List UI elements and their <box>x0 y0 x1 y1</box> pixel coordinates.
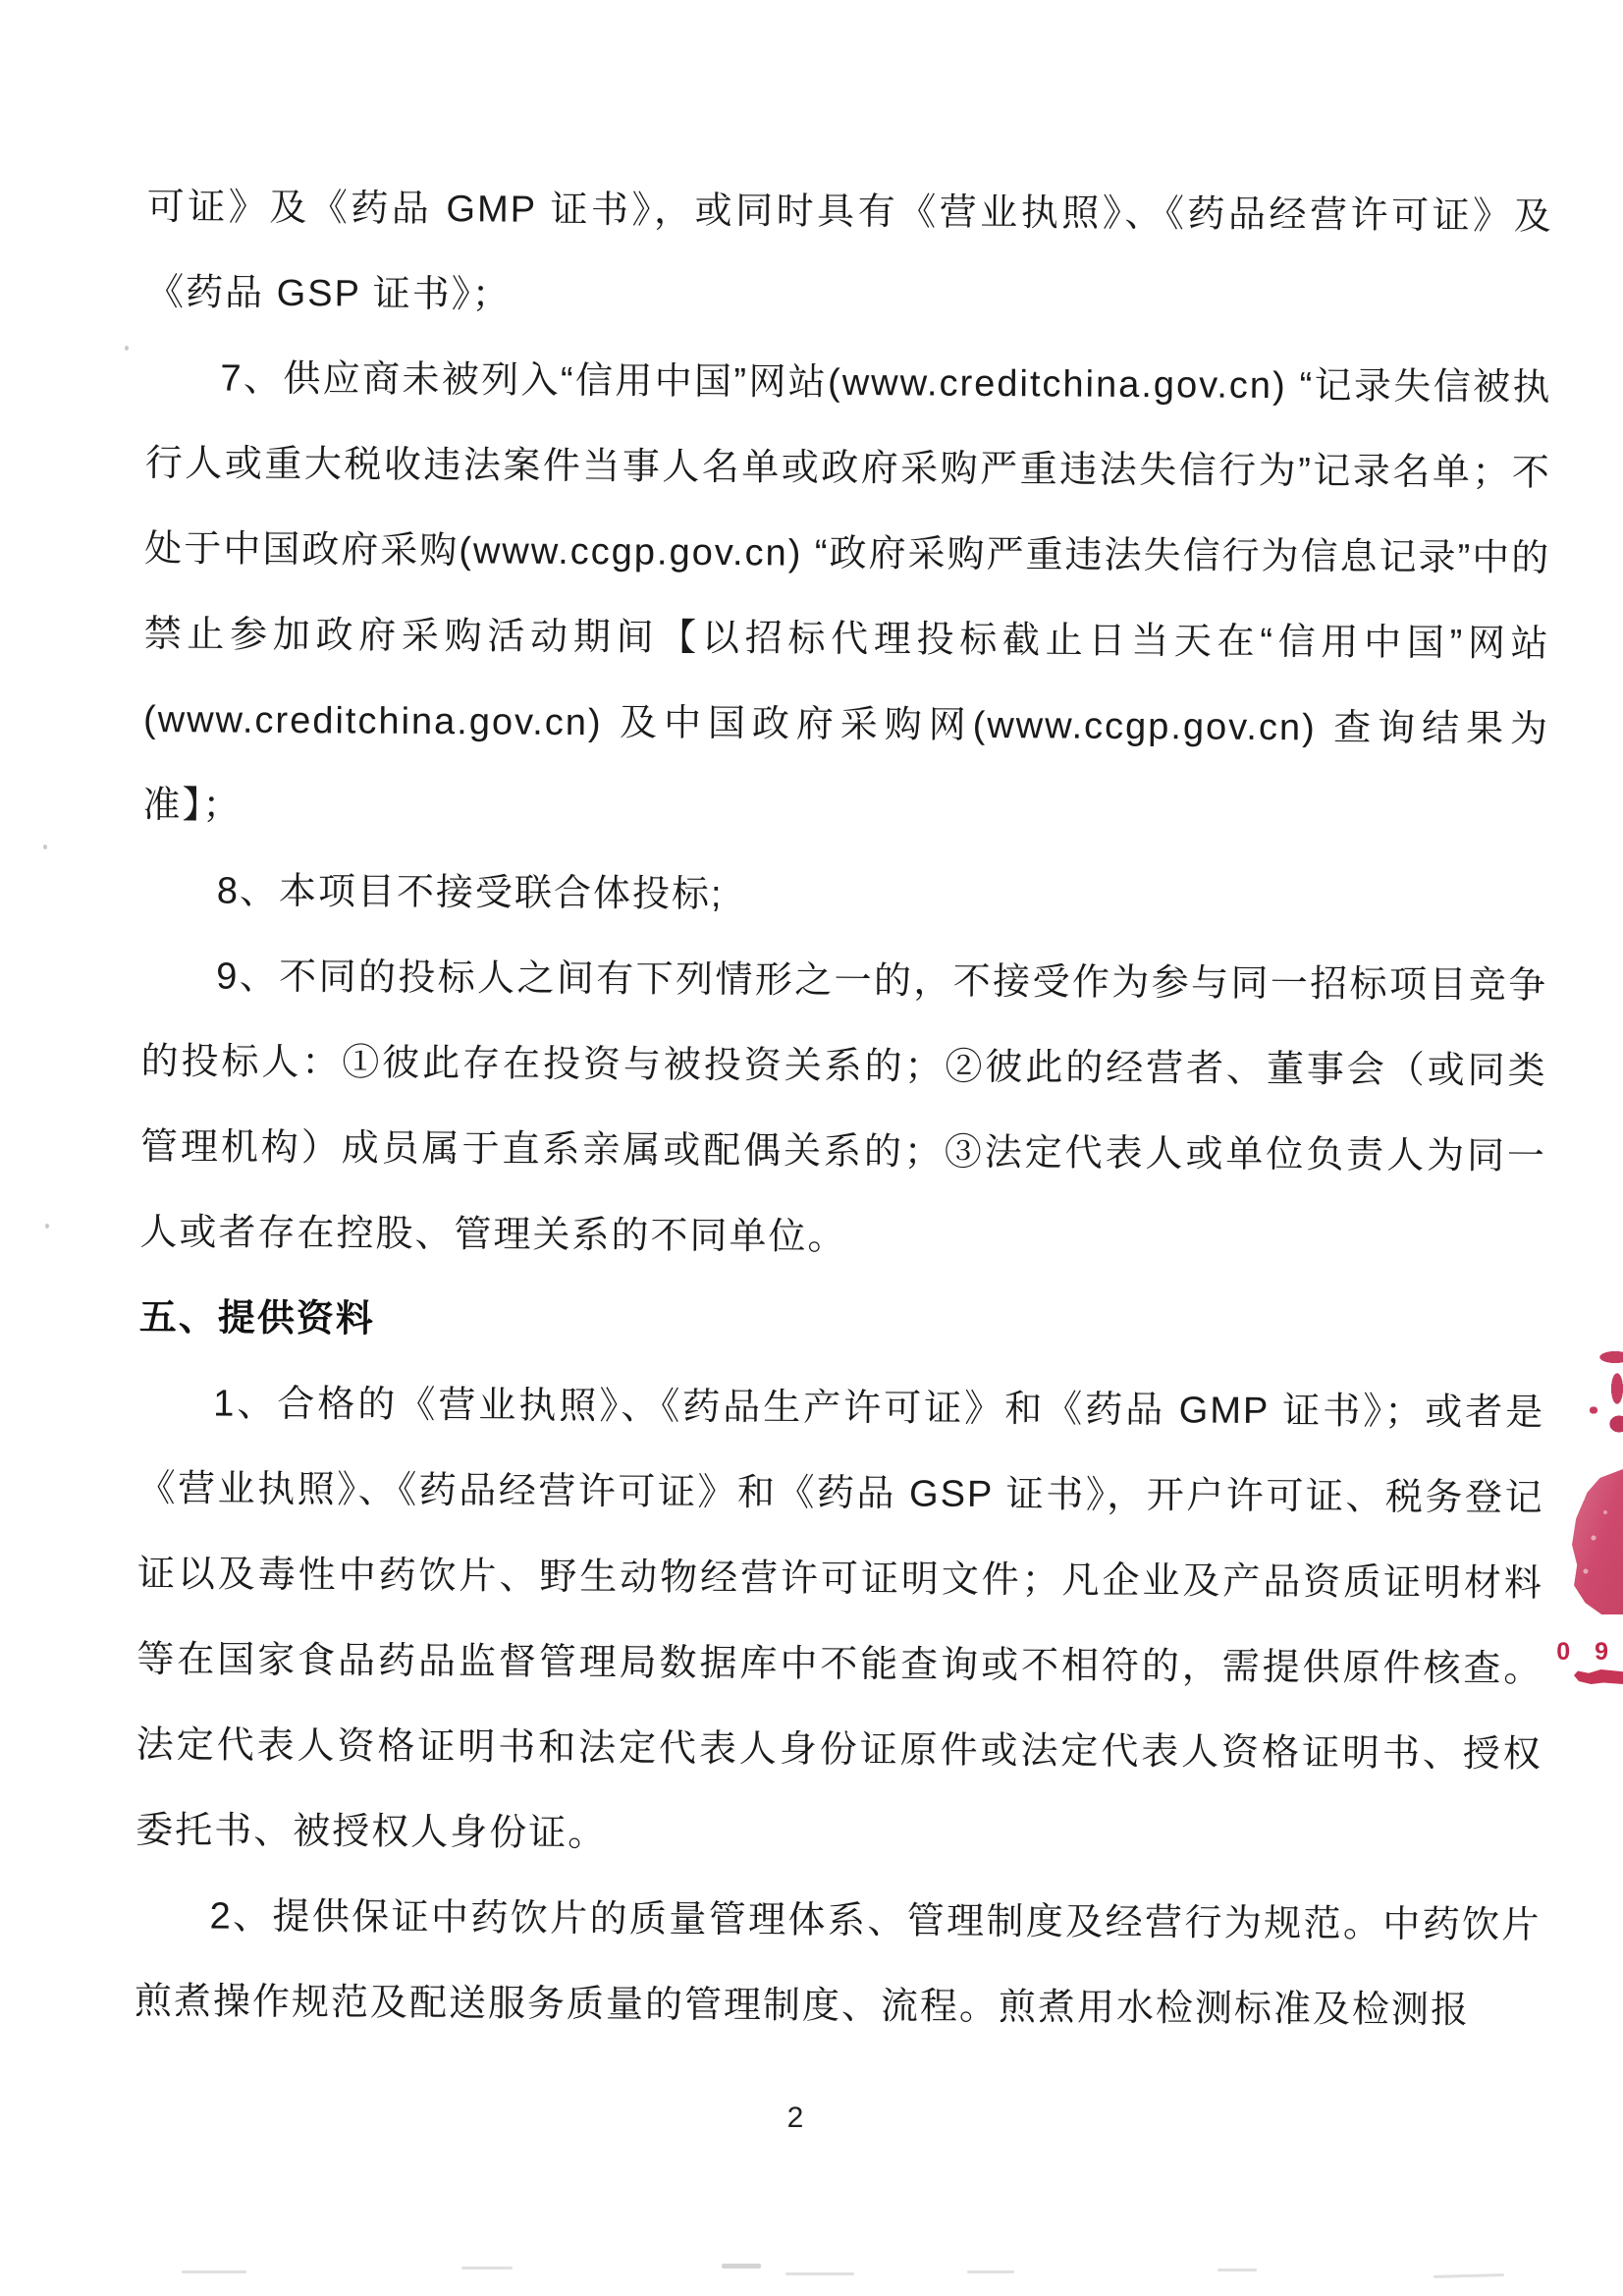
scan-artifact <box>1217 2269 1257 2271</box>
red-seal-fragment-icon <box>1582 1347 1623 1446</box>
scan-artifact <box>785 2272 854 2275</box>
paragraph-item-9: 9、不同的投标人之间有下列情形之一的，不接受作为参与同一招标项目竞争的投标人：①彼此存在投资与被投资关系的；②彼此的经营者、董事会（或同类管理机构）成员属于直系亲属或配偶关系的；③法定代表人或单位负责人为同一人或者存在控股、管理关系的不同单位。 <box>139 956 1548 1258</box>
paragraph-section5-item-1: 1、合格的《营业执照》、《药品生产许可证》和《药品 GMP 证书》；或者是《营业执照》、《药品经营许可证》和《药品 GSP 证书》，开户许可证、税务登记证以及毒性中药饮片、野生动物经营许可证明文件；凡企业及产品资质证明材料等在国家食品药品监督管理局数据库中不能查询或不相符的，需提供原件核查。法定代表人资格证明书和法定代表人身份证原件或法定代表人资格证明书、授权委托书、被授权人身份证。 <box>135 1383 1545 1855</box>
scan-artifact <box>1434 2273 1504 2278</box>
document-text-block <box>135 165 1553 2054</box>
scan-artifact <box>967 2270 1014 2273</box>
paragraph-item-7: 7、供应商未被列入“信用中国”网站(www.creditchina.gov.cn) “记录失信被执行人或重大税收违法案件当事人名单或政府采购严重违法失信行为”记录名单；不处于中国政府采购(www.ccgp.gov.cn) “政府采购严重违法失信行为信息记录”中的禁止参加政府采购活动期间【以招标代理投标截止日当天在“信用中国”网站 (www.creditchina.gov.cn) 及中国政府采购网(www.ccgp.gov.cn) 查询结果为准】； <box>142 357 1552 827</box>
scan-artifact <box>461 2267 513 2269</box>
section-heading-provide-materials: 五、提供资料 <box>138 1296 375 1340</box>
paragraph-item-8: 8、本项目不接受联合体投标; <box>216 870 724 916</box>
red-seal-bar-icon <box>1574 1669 1623 1684</box>
paragraph-section5-item-2: 2、提供保证中药饮片的质量管理体系、管理制度及经营行为规范。中药饮片煎煮操作规范及配送服务质量的管理制度、流程。煎煮用水检测标准及检测报 <box>134 1895 1542 2032</box>
scan-speck <box>45 1224 49 1229</box>
scan-speck <box>125 346 129 351</box>
scan-speck <box>43 845 47 849</box>
page-number: 2 <box>786 2102 804 2134</box>
paragraph-continuation: 可证》及《药品 GMP 证书》，或同时具有《营业执照》、《药品经营许可证》及《药品 GSP 证书》； <box>145 186 1553 316</box>
red-seal-blob-icon <box>1572 1469 1623 1614</box>
scan-artifact <box>722 2264 761 2269</box>
scan-artifact <box>182 2270 246 2273</box>
red-seal-digits: 0 9 <box>1556 1638 1617 1666</box>
